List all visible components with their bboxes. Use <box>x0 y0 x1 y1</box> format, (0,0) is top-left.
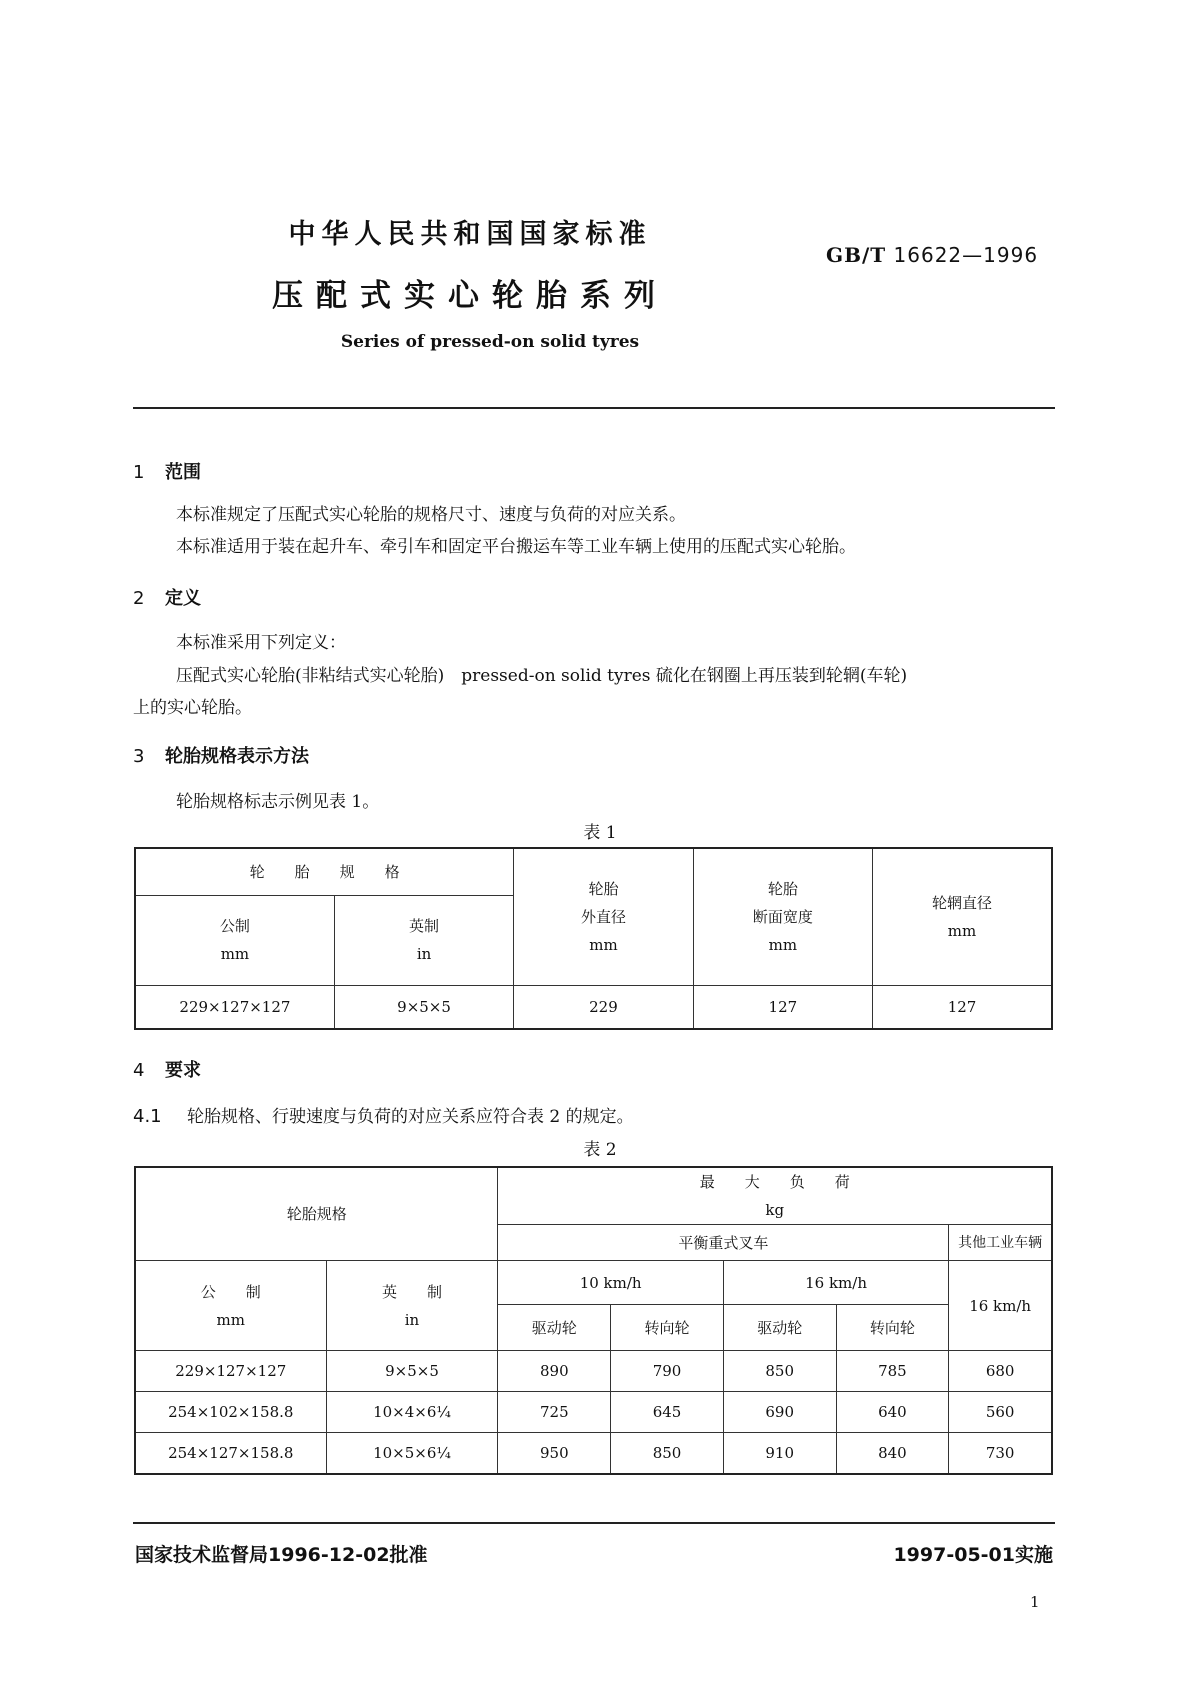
t2-header-spec: 轮胎规格 <box>135 1167 498 1261</box>
t2-header-maxload <box>498 1167 1052 1225</box>
t1-header-spec: 轮 胎 规 格 <box>135 848 514 895</box>
t2-cell-steer-10: 790 <box>611 1351 724 1392</box>
t1-od-label-2: 外直径 <box>580 907 626 926</box>
title-english: Series of pressed-on solid tyres <box>340 332 640 352</box>
clause-4-1 <box>133 1102 634 1127</box>
t1-header-od <box>514 848 693 985</box>
t1-sw-label-2: 断面宽度 <box>752 907 813 926</box>
t2-cell-steer-16: 840 <box>836 1433 949 1474</box>
t1-header-section-width <box>693 848 872 985</box>
t1-od-label: 轮胎 <box>588 879 619 898</box>
standard-code: 16622—1996 <box>893 243 1039 267</box>
t2-cell-other-16: 560 <box>949 1392 1052 1433</box>
clause-text: 轮胎规格、行驶速度与负荷的对应关系应符合表 2 的规定。 <box>187 1107 634 1127</box>
t2-cell-drive-10: 950 <box>498 1433 611 1474</box>
table-2 <box>134 1166 1053 1475</box>
t2-inch-label: 英 制 <box>381 1282 442 1301</box>
t1-rim-unit: mm <box>947 921 977 940</box>
page-number: 1 <box>1030 1593 1040 1611</box>
section-2-paragraph-2: 压配式实心轮胎(非粘结式实心轮胎) pressed-on solid tyres 硫化在钢圈上再压装到轮辋(车轮) <box>176 666 908 686</box>
t2-maxload-unit: kg <box>765 1201 785 1219</box>
t2-header-drive-10: 驱动轮 <box>498 1305 611 1351</box>
t1-rim-label: 轮辋直径 <box>932 893 993 912</box>
section-2-paragraph-1: 本标准采用下列定义： <box>176 633 346 653</box>
t2-maxload-label: 最 大 负 荷 <box>699 1173 850 1191</box>
section-4-heading <box>133 1056 201 1082</box>
t2-header-forklift: 平衡重式叉车 <box>498 1225 949 1261</box>
t2-cell-drive-16: 690 <box>723 1392 836 1433</box>
section-1-paragraph-1: 本标准规定了压配式实心轮胎的规格尺寸、速度与负荷的对应关系。 <box>176 505 686 525</box>
table-row <box>135 1351 1052 1392</box>
table-row <box>135 1392 1052 1433</box>
t1-metric-label: 公制 <box>219 917 250 935</box>
section-number: 2 <box>133 588 145 609</box>
section-1-heading <box>133 458 201 484</box>
t1-header-metric <box>135 895 334 985</box>
t2-metric-unit: mm <box>216 1310 245 1329</box>
t2-cell-steer-10: 850 <box>611 1433 724 1474</box>
t2-cell-drive-16: 910 <box>723 1433 836 1474</box>
table-row <box>135 985 1052 1029</box>
t1-cell-inch: 9×5×5 <box>334 985 513 1029</box>
t2-header-16kmh: 16 km/h <box>723 1261 948 1305</box>
section-2-heading <box>133 584 201 610</box>
section-title: 定义 <box>165 588 201 609</box>
t2-cell-inch: 10×4×6¼ <box>326 1392 498 1433</box>
t2-header-steer-10: 转向轮 <box>611 1305 724 1351</box>
t2-cell-metric: 254×127×158.8 <box>135 1433 326 1474</box>
table-1 <box>134 847 1053 1030</box>
t2-cell-other-16: 680 <box>949 1351 1052 1392</box>
section-2-paragraph-3: 上的实心轮胎。 <box>133 698 252 718</box>
t1-header-inch <box>334 895 513 985</box>
t1-od-unit: mm <box>589 935 618 954</box>
t2-header-steer-16: 转向轮 <box>836 1305 949 1351</box>
t2-cell-metric: 254×102×158.8 <box>135 1392 326 1433</box>
t2-cell-inch: 9×5×5 <box>326 1351 498 1392</box>
t2-cell-steer-10: 645 <box>611 1392 724 1433</box>
t2-metric-label: 公 制 <box>200 1282 261 1301</box>
implementation-date: 1997-05-01实施 <box>893 1544 1053 1566</box>
t2-cell-other-16: 730 <box>949 1433 1052 1474</box>
t2-cell-steer-16: 785 <box>836 1351 949 1392</box>
clause-number: 4.1 <box>133 1106 162 1127</box>
section-number: 3 <box>133 746 145 767</box>
title-line-1: 中华人民共和国国家标准 <box>288 219 652 250</box>
t1-sw-unit: mm <box>768 935 798 954</box>
section-3-paragraph-1: 轮胎规格标志示例见表 1。 <box>176 792 380 812</box>
t1-metric-unit: mm <box>220 945 250 963</box>
t1-cell-rim: 127 <box>873 985 1052 1029</box>
section-title: 轮胎规格表示方法 <box>165 746 309 767</box>
t2-cell-steer-16: 640 <box>836 1392 949 1433</box>
t2-cell-drive-16: 850 <box>723 1351 836 1392</box>
t1-cell-od: 229 <box>514 985 693 1029</box>
t2-header-10kmh: 10 km/h <box>498 1261 723 1305</box>
standard-number <box>826 243 1038 267</box>
t2-cell-drive-10: 725 <box>498 1392 611 1433</box>
section-number: 4 <box>133 1060 145 1081</box>
section-number: 1 <box>133 462 145 483</box>
t1-cell-sw: 127 <box>693 985 872 1029</box>
section-title: 要求 <box>165 1060 201 1081</box>
table-row <box>135 1433 1052 1474</box>
section-1-paragraph-2: 本标准适用于装在起升车、牵引车和固定平台搬运车等工业车辆上使用的压配式实心轮胎。 <box>176 537 856 557</box>
t2-header-other-vehicles: 其他工业车辆 <box>949 1225 1052 1261</box>
footer-rule <box>133 1522 1055 1524</box>
section-title: 范围 <box>165 462 201 483</box>
t2-cell-inch: 10×5×6¼ <box>326 1433 498 1474</box>
t1-sw-label: 轮胎 <box>767 879 798 898</box>
t2-header-drive-16: 驱动轮 <box>723 1305 836 1351</box>
t1-inch-unit: in <box>416 945 432 963</box>
section-3-heading <box>133 742 309 768</box>
t2-header-metric <box>135 1261 326 1351</box>
table-1-caption: 表 1 <box>583 823 617 843</box>
standard-prefix: GB/T <box>826 243 887 267</box>
t2-inch-unit: in <box>404 1310 420 1329</box>
t1-header-rim <box>873 848 1052 985</box>
t1-inch-label: 英制 <box>409 917 440 935</box>
header-rule <box>133 407 1055 409</box>
t2-header-other-16kmh: 16 km/h <box>949 1261 1052 1351</box>
t2-cell-metric: 229×127×127 <box>135 1351 326 1392</box>
table-2-caption: 表 2 <box>583 1140 617 1160</box>
t2-header-inch <box>326 1261 498 1351</box>
approval-date: 国家技术监督局1996-12-02批准 <box>135 1544 428 1566</box>
t1-cell-metric: 229×127×127 <box>135 985 334 1029</box>
title-line-2: 压配式实心轮胎系列 <box>272 278 668 314</box>
t2-cell-drive-10: 890 <box>498 1351 611 1392</box>
